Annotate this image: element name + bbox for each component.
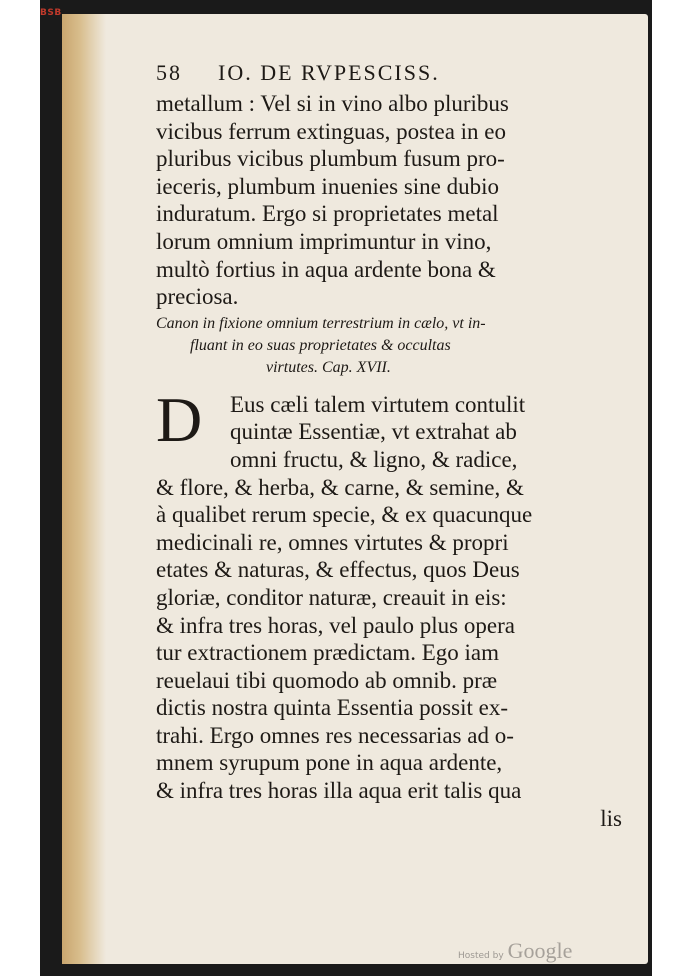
body-line: ieceris, plumbum inuenies sine dubio (156, 173, 500, 199)
page-number: 58 (156, 60, 182, 85)
watermark-prefix: Hosted by (458, 951, 504, 961)
body-line: pluribus vicibus plumbum fusum pro- (156, 146, 505, 172)
chapter-line: trahi. Ergo omnes res necessarias ad o- (156, 722, 514, 748)
chapter-line: dictis nostra quinta Essentia possit ex- (156, 695, 508, 721)
library-mark: BSB (40, 8, 62, 18)
running-title: IO. DE RVPESCISS. (218, 60, 440, 85)
chapter-text (156, 383, 626, 833)
body-text (156, 90, 626, 311)
body-line: metallum : Vel si in vino albo pluribus (156, 91, 509, 116)
chapter-line: etates & naturas, & effectus, quos Deus (156, 557, 520, 583)
text-block (156, 60, 626, 832)
rubric-line: fluant in eo suas proprietates & occultas (190, 336, 451, 354)
chapter-line: quintæ Essentiæ, vt extrahat ab (230, 419, 517, 445)
chapter-line: tur extractionem prædictam. Ego iam (156, 640, 499, 666)
google-logo: Google (507, 938, 573, 963)
hosted-by-google-watermark (458, 938, 572, 964)
chapter-line: reuelaui tibi quomodo ab omnib. præ (156, 667, 498, 693)
page-gutter (62, 14, 106, 964)
chapter-line: à qualibet rerum specie, & ex quacunque (156, 502, 533, 528)
body-line: induratum. Ergo si proprietates metal (156, 201, 499, 227)
chapter-line: gloriæ, conditor naturæ, creauit in eis: (156, 584, 507, 610)
body-line: multò fortius in aqua ardente bona & (156, 256, 496, 282)
chapter-line: & infra tres horas, vel paulo plus opera (156, 612, 515, 638)
rubric-line: virtutes. Cap. XVII. (266, 358, 391, 376)
catchword: lis (600, 805, 622, 831)
chapter-line: & infra tres horas illa aqua erit talis qua (156, 778, 522, 804)
body-line: preciosa. (156, 284, 239, 310)
drop-cap: D (156, 383, 203, 455)
chapter-line: Eus cæli talem virtutem contulit (230, 391, 526, 417)
chapter-line: mnem syrupum pone in aqua ardente, (156, 750, 503, 776)
body-line: vicibus ferrum extinguas, postea in eo (156, 118, 507, 144)
chapter-line: omni fructu, & ligno, & radice, (230, 446, 518, 472)
running-head (156, 60, 626, 86)
rubric-line: Canon in fixione omnium terrestrium in cælo, vt in- (156, 314, 486, 332)
body-line: lorum omnium imprimuntur in vino, (156, 228, 492, 254)
chapter-rubric (156, 313, 626, 379)
chapter-line: medicinali re, omnes virtutes & propri (156, 529, 509, 555)
chapter-line: & flore, & herba, & carne, & semine, & (156, 474, 524, 500)
